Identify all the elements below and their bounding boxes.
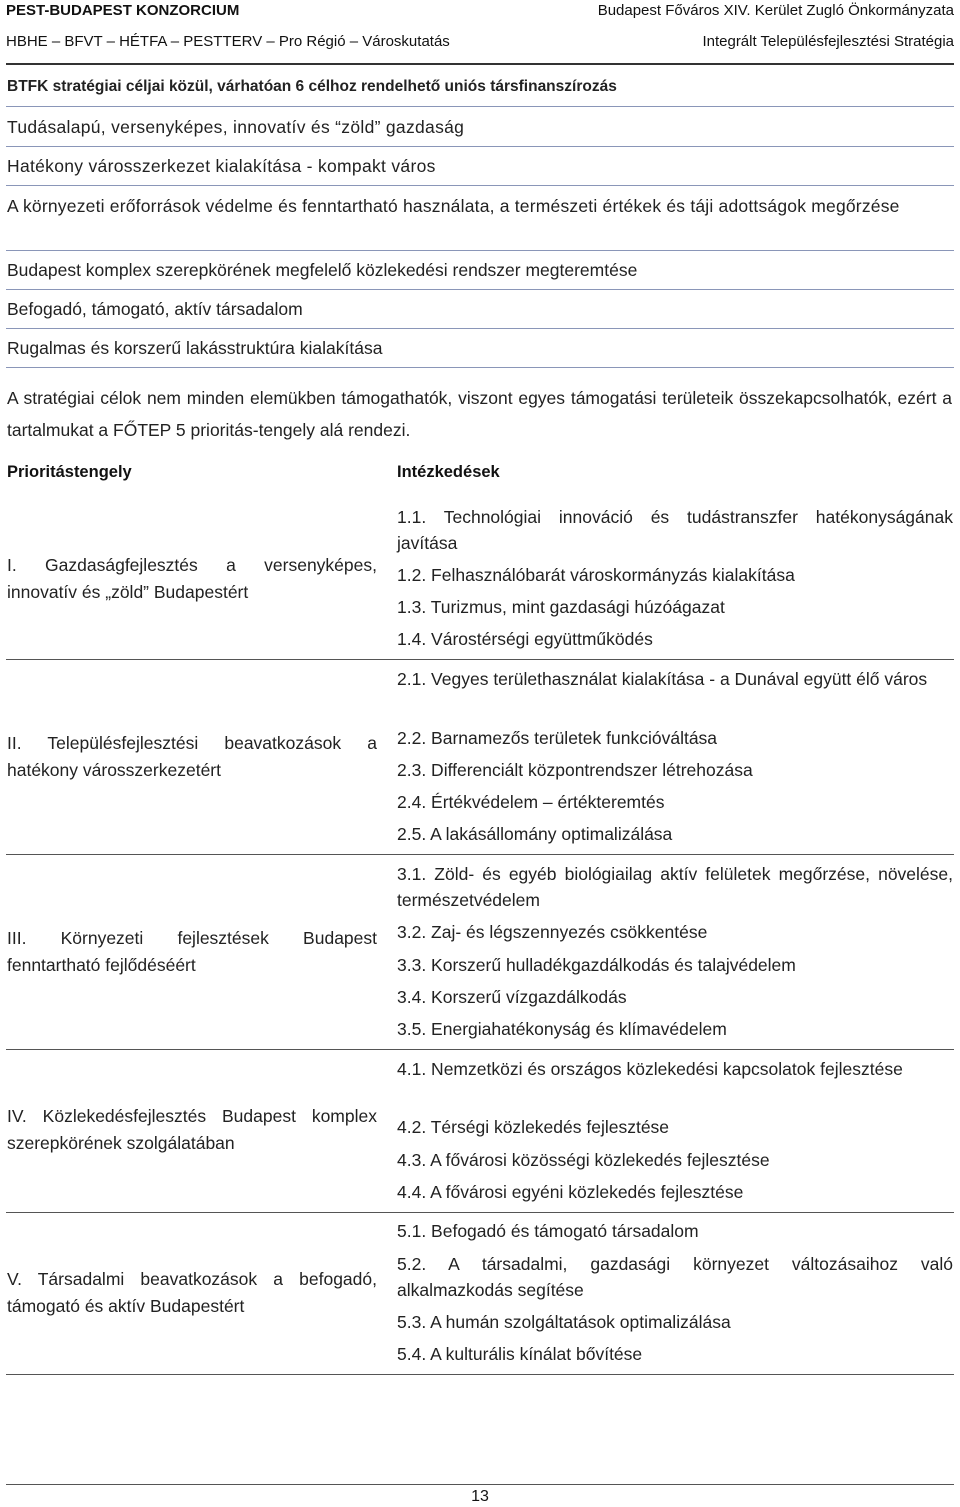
priority-axis-2: II. Településfejlesztési beavatkozások a hatékony városszerkezetért	[7, 733, 377, 780]
goals-divider	[6, 185, 954, 186]
measure-item: 5.4. A kulturális kínálat bővítése	[397, 1344, 643, 1364]
measure-item: 1.1. Technológiai innováció és tudástranszfer hatékonyságának javítása	[397, 507, 953, 553]
goal-item: A környezeti erőforrások védelme és fenntartható használata, a természeti értékek és táji adottságok megőrzése	[7, 196, 900, 216]
measure-item: 5.1. Befogadó és támogató társadalom	[397, 1221, 699, 1241]
goal-item: Tudásalapú, versenyképes, innovatív és “zöld” gazdaság	[7, 117, 465, 137]
measure-item: 3.4. Korszerű vízgazdálkodás	[397, 987, 627, 1007]
measure-item: 2.3. Differenciált központrendszer létrehozása	[397, 760, 753, 780]
priority-axis-5: V. Társadalmi beavatkozások a befogadó, támogató és aktív Budapestért	[7, 1269, 377, 1316]
measure-item: 3.5. Energiahatékonyság és klímavédelem	[397, 1019, 727, 1039]
goal-item: Befogadó, támogató, aktív társadalom	[7, 299, 303, 319]
goals-title: BTFK stratégiai céljai közül, várhatóan 6 célhoz rendelhető uniós társfinanszírozás	[7, 78, 617, 95]
priority-axis-1: I. Gazdaságfejlesztés a versenyképes, innovatív és „zöld” Budapestért	[7, 555, 377, 602]
row-separator	[6, 854, 954, 855]
measure-item: 5.2. A társadalmi, gazdasági környezet változásaihoz való alkalmazkodás segítése	[397, 1254, 953, 1300]
goal-item: Budapest komplex szerepkörének megfelelő közlekedési rendszer megteremtése	[7, 260, 638, 280]
measure-item: 4.2. Térségi közlekedés fejlesztése	[397, 1117, 670, 1137]
measure-item: 2.1. Vegyes területhasználat kialakítása - a Dunával együtt élő város	[397, 669, 928, 689]
measure-item: 1.3. Turizmus, mint gazdasági húzóágazat	[397, 597, 725, 617]
measure-item: 2.2. Barnamezős területek funkcióváltása	[397, 728, 718, 748]
measure-item: 4.4. A fővárosi egyéni közlekedés fejlesztése	[397, 1182, 744, 1202]
page-header-bottom	[6, 33, 954, 53]
measure-item: 3.1. Zöld- és egyéb biológiailag aktív felületek megőrzése, növelése, természetvédelem	[397, 864, 953, 910]
goals-divider	[6, 328, 954, 329]
measure-item: 1.2. Felhasználóbarát városkormányzás kialakítása	[397, 565, 795, 585]
measure-item: 4.3. A fővárosi közösségi közlekedés fejlesztése	[397, 1150, 770, 1170]
row-separator	[6, 1212, 954, 1213]
measure-item: 2.5. A lakásállomány optimalizálása	[397, 824, 673, 844]
goals-divider	[6, 367, 954, 368]
header-consortium: PEST-BUDAPEST KONZORCIUM	[6, 2, 240, 19]
priority-axis-4: IV. Közlekedésfejlesztés Budapest komplex szerepkörének szolgálatában	[7, 1106, 377, 1153]
body-paragraph: A stratégiai célok nem minden elemükben támogathatók, viszont egyes támogatási területeik összekapcsolhatók, ezért a tartalmukat a FŐTEP 5 prioritás-tengely alá rendezi.	[7, 388, 952, 440]
footer-divider	[6, 1484, 954, 1485]
goal-item: Hatékony városszerkezet kialakítása - kompakt város	[7, 156, 436, 176]
header-divider	[6, 63, 954, 65]
measure-item: 4.1. Nemzetközi és országos közlekedési kapcsolatok fejlesztése	[397, 1059, 903, 1079]
header-document-title: Integrált Településfejlesztési Stratégia	[702, 33, 954, 50]
measure-item: 3.2. Zaj- és légszennyezés csökkentése	[397, 922, 708, 942]
measure-item: 3.3. Korszerű hulladékgazdálkodás és talajvédelem	[397, 955, 796, 975]
goals-divider	[6, 289, 954, 290]
header-municipality: Budapest Főváros XIV. Kerület Zugló Önkormányzata	[597, 2, 954, 19]
header-partners: HBHE – BFVT – HÉTFA – PESTTERV – Pro Régió – Városkutatás	[6, 33, 450, 50]
goals-divider	[6, 106, 954, 107]
measure-item: 2.4. Értékvédelem – értékteremtés	[397, 792, 665, 812]
priority-axis-3: III. Környezeti fejlesztések Budapest fenntartható fejlődéséért	[7, 928, 377, 975]
goals-divider	[6, 146, 954, 147]
goals-divider	[6, 250, 954, 251]
column-header-priority: Prioritástengely	[7, 463, 132, 481]
page-header-top	[6, 2, 954, 22]
row-separator	[6, 659, 954, 660]
row-separator	[6, 1049, 954, 1050]
measure-item: 5.3. A humán szolgáltatások optimalizálása	[397, 1312, 731, 1332]
table-bottom-border	[6, 1374, 954, 1375]
column-header-measures: Intézkedések	[397, 463, 500, 481]
page-number: 13	[471, 1488, 489, 1505]
measure-item: 1.4. Várostérségi együttműködés	[397, 629, 653, 649]
goal-item: Rugalmas és korszerű lakásstruktúra kialakítása	[7, 338, 383, 358]
